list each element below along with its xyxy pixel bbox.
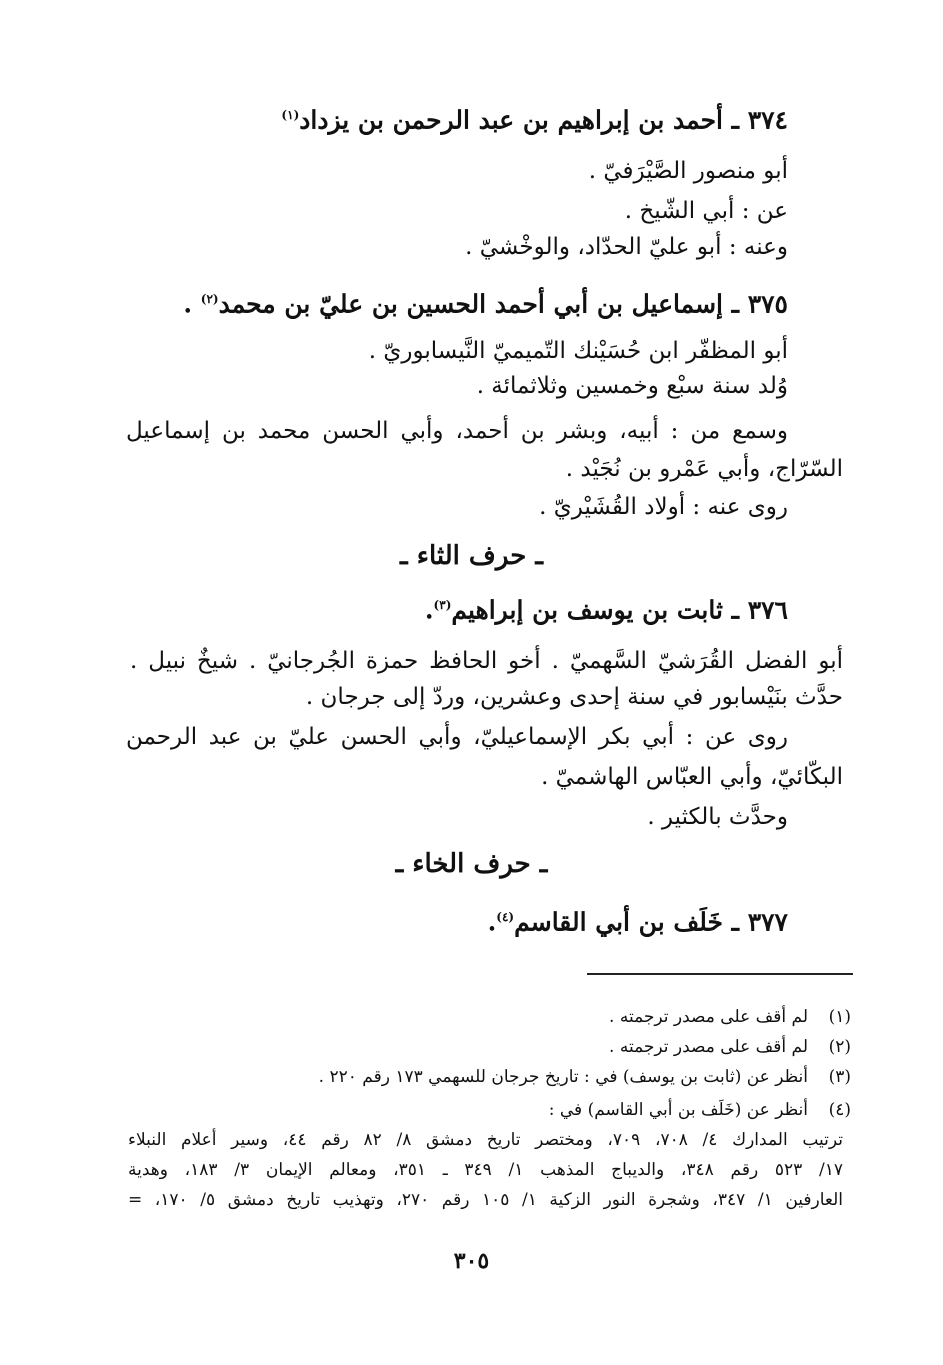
footnote-3-text: أنظر عن (ثابت بن يوسف) في : تاريخ جرجان للسهمي ١٧٣ رقم ٢٢٠ . [318,1067,808,1087]
footnote-4-intro: أنظر عن (خَلَف بن أبي القاسم) في : [548,1100,808,1120]
footnote-2-number: (٢) [828,1037,851,1057]
entry-375-line-3: وسمع من : أبيه، وبشر بن أحمد، وأبي الحسن محمد بن إسماعيل [126,418,788,444]
entry-375-heading-end: . [183,289,201,319]
entry-375-title: ٣٧٥ ـ إسماعيل بن أبي أحمد الحسين بن عليّ بن محمد [218,289,788,319]
section-heading-tha: ـ حرف الثاء ـ [400,541,543,571]
entry-377-title: ٣٧٧ ـ خَلَف بن أبي القاسم [514,907,788,937]
entry-375-heading [183,282,788,321]
entry-376-heading [425,588,788,627]
footnote-4-number: (٤) [828,1100,851,1120]
entry-374-line-3: وعنه : أبو عليّ الحدّاد، والوخْشيّ . [465,234,788,260]
entry-376-heading-end: . [424,595,434,625]
entry-375-line-4: السّرّاج، وأبي عَمْرو بن نُجَيْد . [565,456,843,482]
entry-375-line-1: أبو المظفّر ابن حُسَيْنك التّميميّ النَّيسابوريّ . [368,338,788,364]
entry-375-line-5: روى عنه : أولاد القُشَيْريّ . [539,494,788,520]
footnote-1-number: (١) [828,1007,851,1027]
entry-376-line-3: روى عن : أبي بكر الإسماعيليّ، وأبي الحسن عليّ بن عبد الرحمن [126,724,788,750]
footnote-ref-4: (٤) [496,910,515,924]
footnote-2-text: لم أقف على مصدر ترجمته . [609,1037,808,1057]
section-heading-kha: ـ حرف الخاء ـ [395,849,548,879]
page-number: ٣٠٥ [453,1248,490,1274]
entry-375-line-2: وُلد سنة سبْع وخمسين وثلاثمائة . [476,373,788,399]
entry-376-line-4: البكّائيّ، وأبي العبّاس الهاشميّ . [541,764,843,790]
entry-374-line-1: أبو منصور الصَّيْرَفيّ . [588,158,788,184]
footnote-4-line-1: ترتيب المدارك ٤/ ٧٠٨، ٧٠٩، ومختصر تاريخ دمشق ٨/ ٨٢ رقم ٤٤، وسير أعلام النبلاء [128,1130,844,1150]
entry-376-line-1: أبو الفضل القُرَشيّ السَّهميّ . أخو الحافظ حمزة الجُرجانيّ . شيخٌ نبيل . [130,648,843,674]
footnote-separator [587,973,853,975]
footnote-ref-2: (٢) [200,292,219,306]
entry-374-line-2: عن : أبي الشّيخ . [624,198,788,224]
footnote-4-line-3: العارفين ١/ ٣٤٧، وشجرة النور الزكية ١/ ١٠٥ رقم ٢٧٠، وتهذيب تاريخ دمشق ٥/ ١٧٠، = [128,1190,844,1210]
footnote-1-text: لم أقف على مصدر ترجمته . [609,1007,808,1027]
entry-376-title: ٣٧٦ ـ ثابت بن يوسف بن إبراهيم [451,595,788,625]
footnote-ref-1: (١) [281,108,300,122]
entry-376-line-2: حدَّث بنَيْسابور في سنة إحدى وعشرين، وردّ إلى جرجان . [305,684,843,710]
footnote-4-line-2: ١٧/ ٥٢٣ رقم ٣٤٨، والديباج المذهب ١/ ٣٤٩ ـ ٣٥١، ومعالم الإيمان ٣/ ١٨٣، وهدية [128,1160,844,1180]
entry-377-heading [488,900,788,939]
entry-374-title: ٣٧٤ ـ أحمد بن إبراهيم بن عبد الرحمن بن يزداد [299,105,788,135]
footnote-ref-3: (٣) [433,598,452,612]
entry-374-heading [281,98,788,137]
footnote-3-number: (٣) [828,1067,851,1087]
entry-377-heading-end: . [487,907,497,937]
entry-376-line-5: وحدَّث بالكثير . [647,804,788,830]
